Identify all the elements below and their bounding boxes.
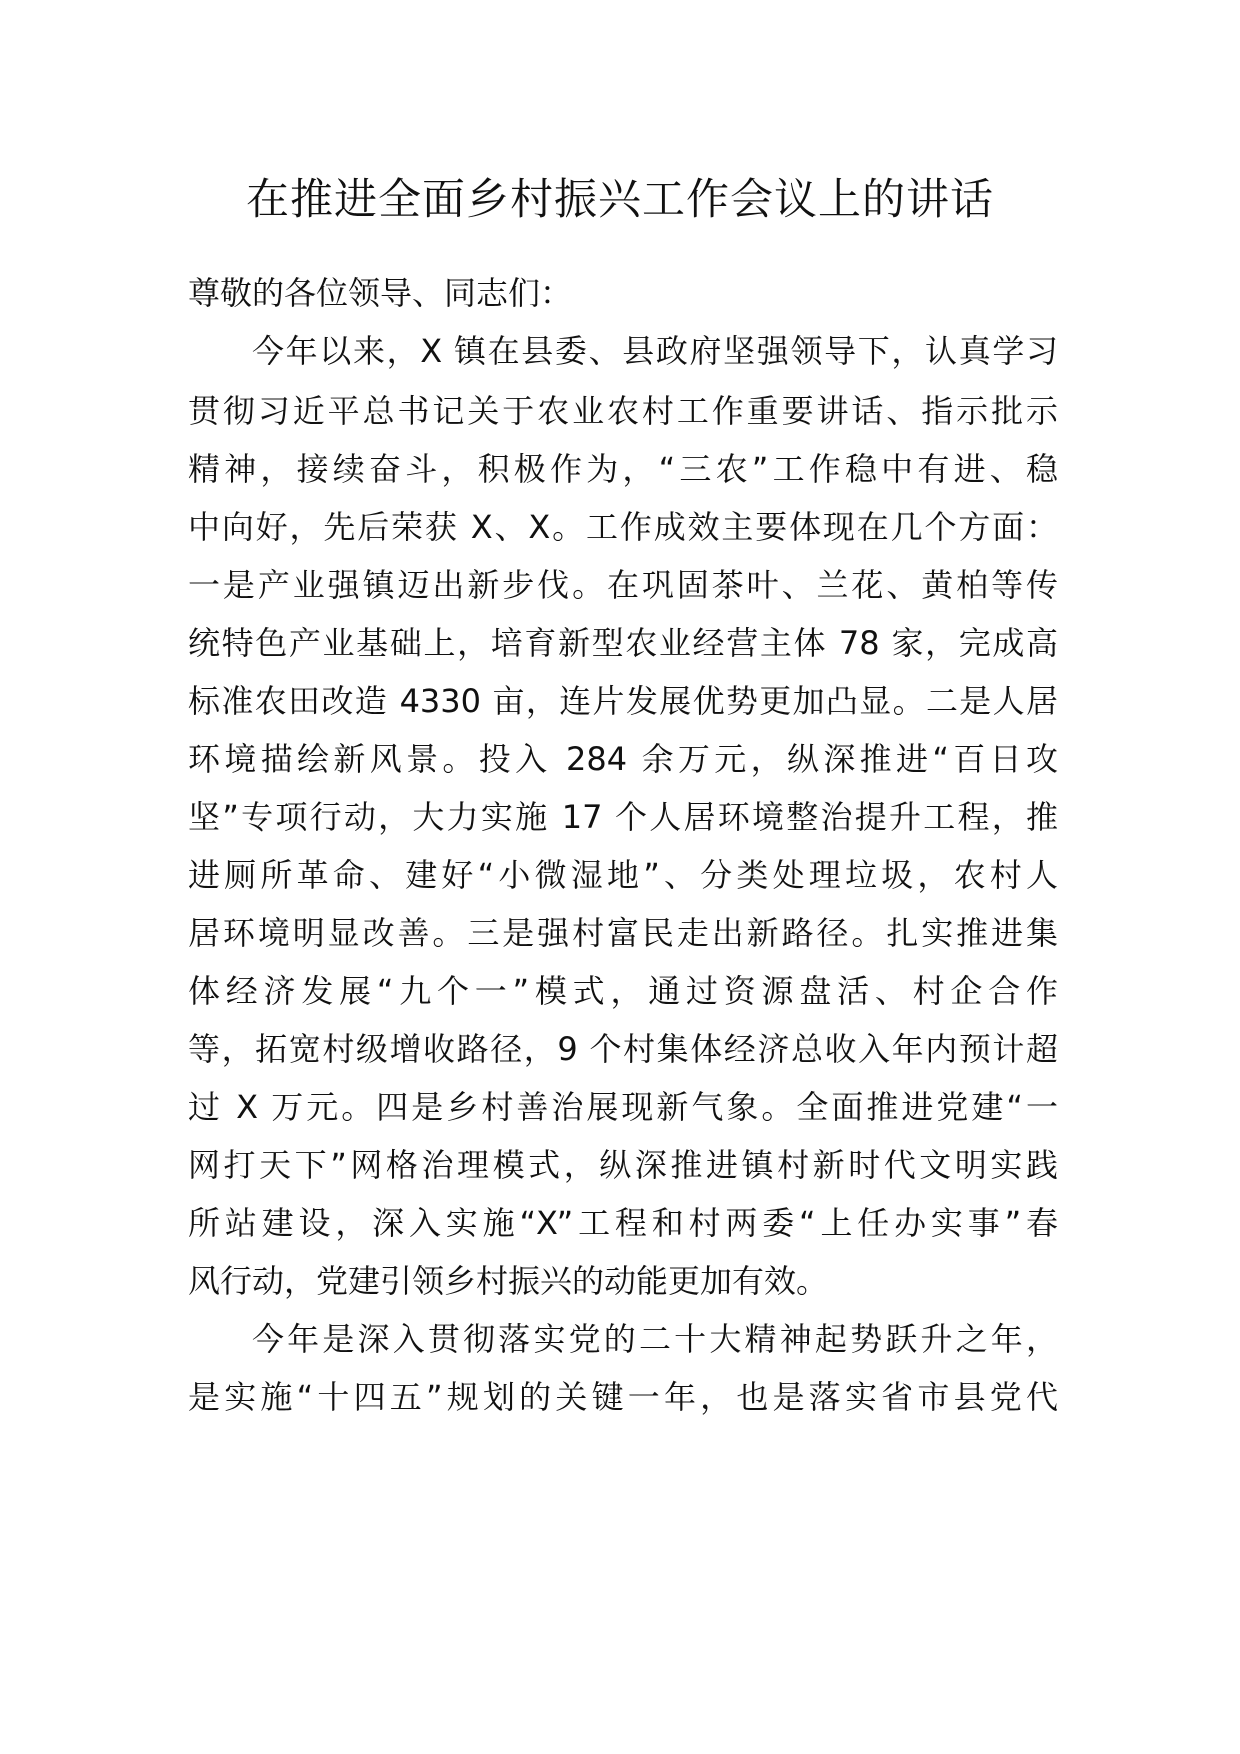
paragraph-line: 是实施“十四五”规划的关键一年，也是落实省市县党代 — [188, 1378, 1058, 1416]
paragraph-line: 所站建设，深入实施“X”工程和村两委“上任办实事”春 — [188, 1204, 1058, 1242]
paragraph-line: 标准农田改造 4330 亩，连片发展优势更加凸显。二是人居 — [188, 682, 1058, 720]
document-title: 在推进全面乡村振兴工作会议上的讲话 — [246, 175, 994, 225]
paragraph-line: 精神，接续奋斗，积极作为，“三农”工作稳中有进、稳 — [188, 450, 1058, 488]
paragraph-line: 统特色产业基础上，培育新型农业经营主体 78 家，完成高 — [188, 624, 1058, 662]
paragraph-line: 网打天下”网格治理模式，纵深推进镇村新时代文明实践 — [188, 1146, 1058, 1184]
paragraph-line: 一是产业强镇迈出新步伐。在巩固茶叶、兰花、黄柏等传 — [188, 566, 1058, 604]
paragraph-line: 等，拓宽村级增收路径，9 个村集体经济总收入年内预计超 — [188, 1030, 1058, 1068]
paragraph-line: 进厕所革命、建好“小微湿地”、分类处理垃圾，农村人 — [188, 856, 1058, 894]
paragraph-line: 今年是深入贯彻落实党的二十大精神起势跃升之年， — [252, 1320, 1058, 1358]
paragraph-line: 体经济发展“九个一”模式，通过资源盘活、村企合作 — [188, 972, 1058, 1010]
paragraph-line: 居环境明显改善。三是强村富民走出新路径。扎实推进集 — [188, 914, 1058, 952]
paragraph-line: 过 X 万元。四是乡村善治展现新气象。全面推进党建“一 — [188, 1088, 1058, 1126]
salutation: 尊敬的各位领导、同志们： — [188, 274, 573, 312]
paragraph-line: 环境描绘新风景。投入 284 余万元，纵深推进“百日攻 — [188, 740, 1058, 778]
paragraph-line: 中向好，先后荣获 X、X。工作成效主要体现在几个方面： — [188, 508, 1058, 546]
paragraph-line: 风行动，党建引领乡村振兴的动能更加有效。 — [188, 1262, 829, 1300]
paragraph-line: 坚”专项行动，大力实施 17 个人居环境整治提升工程，推 — [188, 798, 1058, 836]
paragraph-line: 贯彻习近平总书记关于农业农村工作重要讲话、指示批示 — [188, 392, 1058, 430]
paragraph-line: 今年以来，X 镇在县委、县政府坚强领导下，认真学习 — [252, 332, 1058, 370]
